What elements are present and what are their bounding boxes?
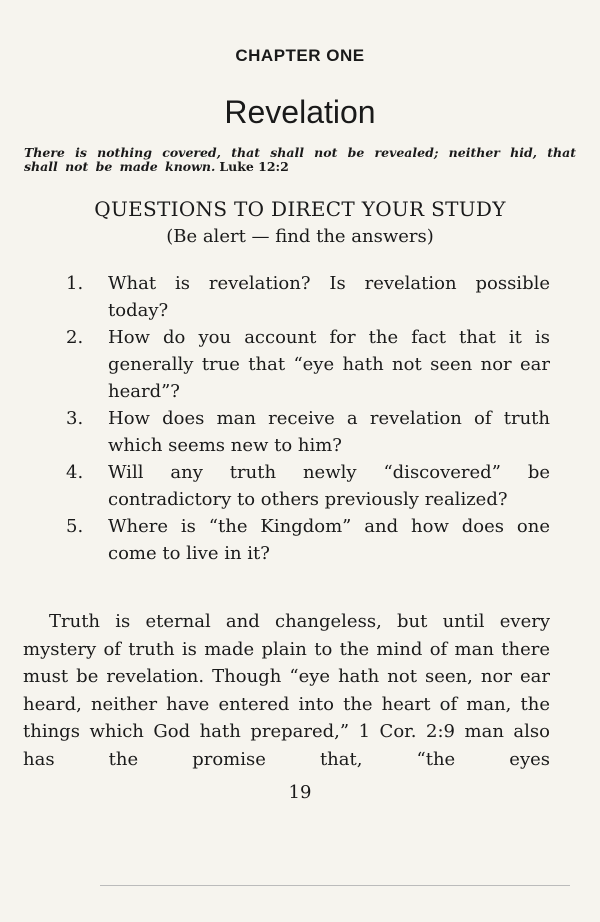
question-number: 4. — [66, 462, 84, 483]
epigraph — [24, 146, 576, 174]
questions-subheading: (Be alert — find the answers) — [166, 226, 434, 247]
question-text: How do you account for the fact that it is generally true that “eye hath not seen nor ear heard”? — [108, 327, 550, 402]
question-item — [66, 324, 550, 405]
question-item — [66, 513, 550, 567]
question-number: 3. — [66, 408, 84, 429]
body-paragraph: Truth is eternal and changeless, but until every mystery of truth is made plain to the mind of man there must be revelation. Though “eye hath not seen, nor ear heard, neither have entered into the heart of man, the things which God hath prepared,” 1 Cor. 2:9 man also has the promise that, “the eyes — [23, 611, 550, 770]
question-text: Where is “the Kingdom” and how does one come to live in it? — [108, 516, 550, 564]
question-item — [66, 270, 550, 324]
question-number: 1. — [66, 273, 84, 294]
question-item — [66, 405, 550, 459]
question-number: 5. — [66, 516, 84, 537]
epigraph-text: There is nothing covered, that shall not be revealed; neither hid, that shall not be made known. — [24, 145, 576, 174]
epigraph-reference: Luke 12:2 — [219, 159, 289, 174]
questions-heading: QUESTIONS TO DIRECT YOUR STUDY — [94, 197, 506, 221]
questions-list — [66, 270, 550, 567]
page-edge-line — [100, 885, 570, 886]
question-item — [66, 459, 550, 513]
question-text: Will any truth newly “discovered” be contradictory to others previously realized? — [108, 462, 550, 510]
question-text: How does man receive a revelation of truth which seems new to him? — [108, 408, 550, 456]
chapter-label: CHAPTER ONE — [235, 46, 365, 65]
question-text: What is revelation? Is revelation possible today? — [108, 273, 550, 321]
question-number: 2. — [66, 327, 84, 348]
page-number: 19 — [288, 782, 312, 803]
chapter-title: Revelation — [224, 94, 376, 130]
